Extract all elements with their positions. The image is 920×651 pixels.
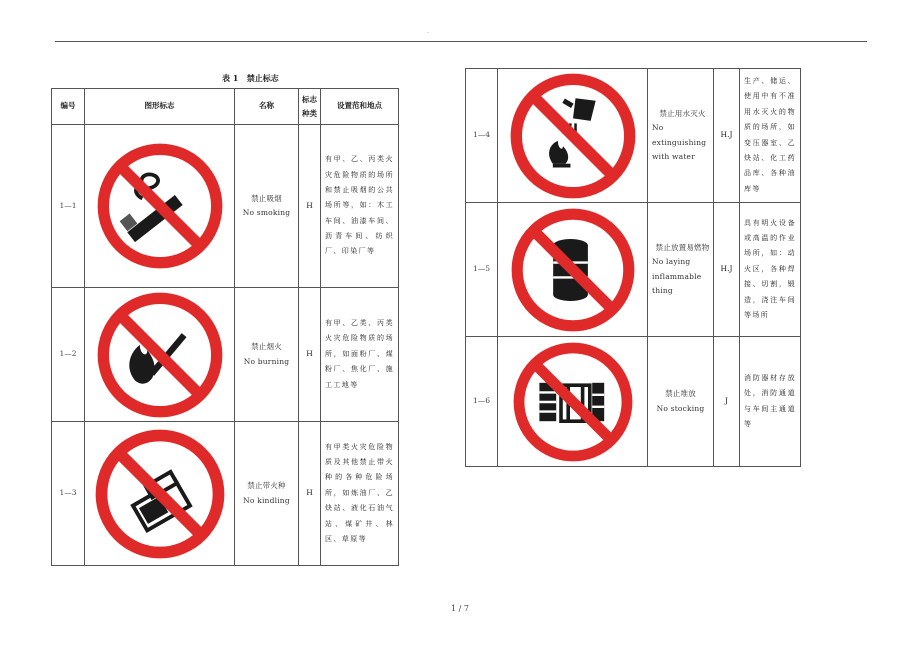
- sign-name-en: No burning: [243, 356, 290, 366]
- sign-place: 生产、储运、使用中有不准用水灭火的物质的场所，如变压器室、乙炔站、化工药品库、各种油库等: [740, 69, 801, 203]
- no-water-extinguishing-sign: [498, 69, 648, 203]
- header-dot: ·: [427, 30, 429, 37]
- header-sign: 图形标志: [85, 89, 235, 125]
- sign-name: [235, 422, 299, 566]
- no-smoking-sign: [85, 125, 235, 288]
- no-stocking-sign: [498, 337, 648, 467]
- sign-place: 有甲、乙类、丙类火灾危险物质的场所，如面粉厂、煤粉厂、焦化厂、施工工地等: [321, 288, 399, 422]
- sign-kind: H.J: [714, 203, 740, 337]
- row-number: 1—5: [466, 203, 498, 337]
- row-number: 1—4: [466, 69, 498, 203]
- row-number: 1—2: [52, 288, 85, 422]
- sign-name-cn: 禁止放置易燃物: [655, 243, 710, 252]
- sign-kind: H: [299, 288, 321, 422]
- sign-name-en: No laying inflammable thing: [652, 257, 702, 295]
- header-place: 设置范和地点: [321, 89, 399, 125]
- sign-name: [648, 69, 714, 203]
- header-rule: [55, 41, 867, 42]
- no-kindling-icon: [95, 429, 225, 559]
- sign-name: [648, 203, 714, 337]
- sign-kind: H: [299, 422, 321, 566]
- sign-name-en: No smoking: [242, 208, 291, 217]
- row-number: 1—3: [52, 422, 85, 566]
- row-number: 1—1: [52, 125, 85, 288]
- no-kindling-sign: [85, 422, 235, 566]
- sign-place: 消防器材存放处，消防通道与车间主通道等: [740, 337, 801, 467]
- sign-name: [235, 125, 299, 288]
- sign-place: 具有明火设备或高温的作业场所，如：动火区，各种焊接、切割，锻造，浇注车间等场所: [740, 203, 801, 337]
- sign-name-cn: 禁止堆放: [665, 389, 696, 399]
- right-table: [465, 68, 801, 467]
- sign-kind: J: [714, 337, 740, 467]
- no-water-extinguishing-icon: [510, 73, 636, 199]
- table-header-row: [52, 89, 399, 125]
- sign-name-cn: 禁止吸烟: [251, 193, 282, 203]
- row-number: 1—6: [466, 337, 498, 467]
- no-smoking-icon: [97, 143, 223, 269]
- sign-name-en: No stocking: [656, 403, 705, 413]
- table-row: [466, 337, 801, 467]
- sign-name: [648, 337, 714, 467]
- sign-name-en: No kindling: [243, 495, 290, 505]
- sign-name: [235, 288, 299, 422]
- sign-name-cn: 禁止带火种: [247, 481, 286, 491]
- sign-kind: H.J: [714, 69, 740, 203]
- table-row: [466, 203, 801, 337]
- left-table: [51, 88, 399, 566]
- page-number: 1 / 7: [451, 604, 469, 613]
- table-row: [52, 125, 399, 288]
- no-inflammable-sign: [498, 203, 648, 337]
- no-stocking-icon: [513, 342, 633, 462]
- table-row: [466, 69, 801, 203]
- no-inflammable-icon: [511, 208, 635, 332]
- sign-kind: H: [299, 125, 321, 288]
- sign-place: 有甲、乙、丙类火灾危险物质的场所和禁止吸烟的公共场所等，如：木工车间、油漆车间、沥青车间、纺织厂、印染厂等: [321, 125, 399, 288]
- header-kind: 标志种类: [299, 89, 321, 125]
- sign-name-cn: 禁止用水灭火: [659, 109, 706, 118]
- no-burning-sign: [85, 288, 235, 422]
- sign-place: 有甲类火灾危险物质及其他禁止带火种的各种危险场所，如炼油厂、乙炔站、液化石油气站、煤矿井、林区、草原等: [321, 422, 399, 566]
- sign-name-en: No extinguishing with water: [652, 123, 707, 161]
- sign-name-cn: 禁止烟火: [251, 342, 282, 352]
- header-no: 编号: [52, 89, 85, 125]
- header-name: 名称: [235, 89, 299, 125]
- no-burning-icon: [97, 292, 223, 418]
- table-row: [52, 288, 399, 422]
- table-row: [52, 422, 399, 566]
